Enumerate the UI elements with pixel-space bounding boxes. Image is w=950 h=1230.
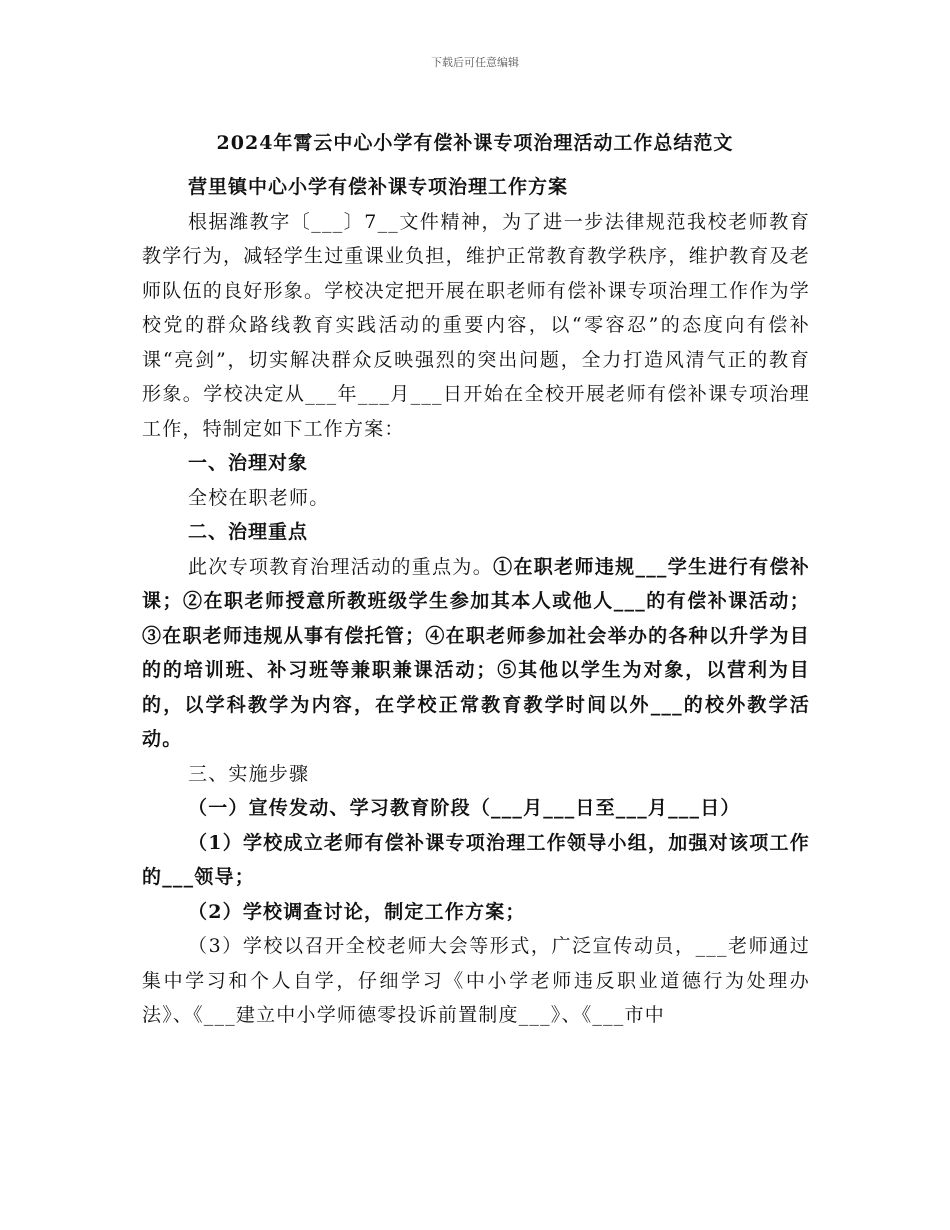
section-heading-3: 三、实施步骤: [188, 762, 310, 785]
document-body: [142, 170, 810, 1033]
phase-1-heading: （一）宣传发动、学习教育阶段（___月___日至___月___日）: [188, 797, 741, 819]
page-header: 下载后可任意编辑: [431, 56, 519, 69]
section-heading-2: 二、治理重点: [188, 521, 309, 543]
section-2-paragraph: [142, 550, 810, 757]
step-2: （2）学校调查讨论，制定工作方案；: [188, 900, 526, 923]
section-1-text: 全校在职老师。: [188, 486, 330, 509]
intro-paragraph: 根据潍教字〔___〕7__文件精神，为了进一步法律规范我校老师教育教学行为，减轻学生过重课业负担，维护正常教育教学秩序，维护教育及老师队伍的良好形象。学校决定把开展在职老师有偿补课专项治理工作作为学校党的群众路线教育实践活动的重要内容，以“零容忍”的态度向有偿补课“亮剑”，切实解决群众反映强烈的突出问题，全力打造风清气正的教育形象。学校决定从___年___月___日开始在全校开展老师有偿补课专项治理工作，特制定如下工作方案：: [142, 210, 810, 440]
step-1: （1）学校成立老师有偿补课专项治理工作领导小组，加强对该项工作的___领导；: [142, 831, 810, 888]
plan-subtitle: 营里镇中心小学有偿补课专项治理工作方案: [188, 176, 569, 198]
section-2-points: ①在职老师违规___学生进行有偿补课；②在职老师授意所教班级学生参加其本人或他人___的有偿补课活动；③在职老师违规从事有偿托管；④在职老师参加社会举办的各种以升学为目的的培训班、补习班等兼职兼课活动；⑤其他以学生为对象，以营利为目的，以学科教学为内容，在学校正常教育教学时间以外___的校外教学活动。: [142, 555, 810, 750]
section-heading-1: 一、治理对象: [188, 452, 309, 474]
document-title: 2024年霄云中心小学有偿补课专项治理活动工作总结范文: [216, 132, 734, 154]
section-2-lead: 此次专项教育治理活动的重点为。: [188, 555, 494, 578]
step-3: （3）学校以召开全校老师大会等形式，广泛宣传动员，___老师通过集中学习和个人自学，仔细学习《中小学老师违反职业道德行为处理办法》、《___建立中小学师德零投诉前置制度___》、《___市中: [142, 935, 810, 1026]
